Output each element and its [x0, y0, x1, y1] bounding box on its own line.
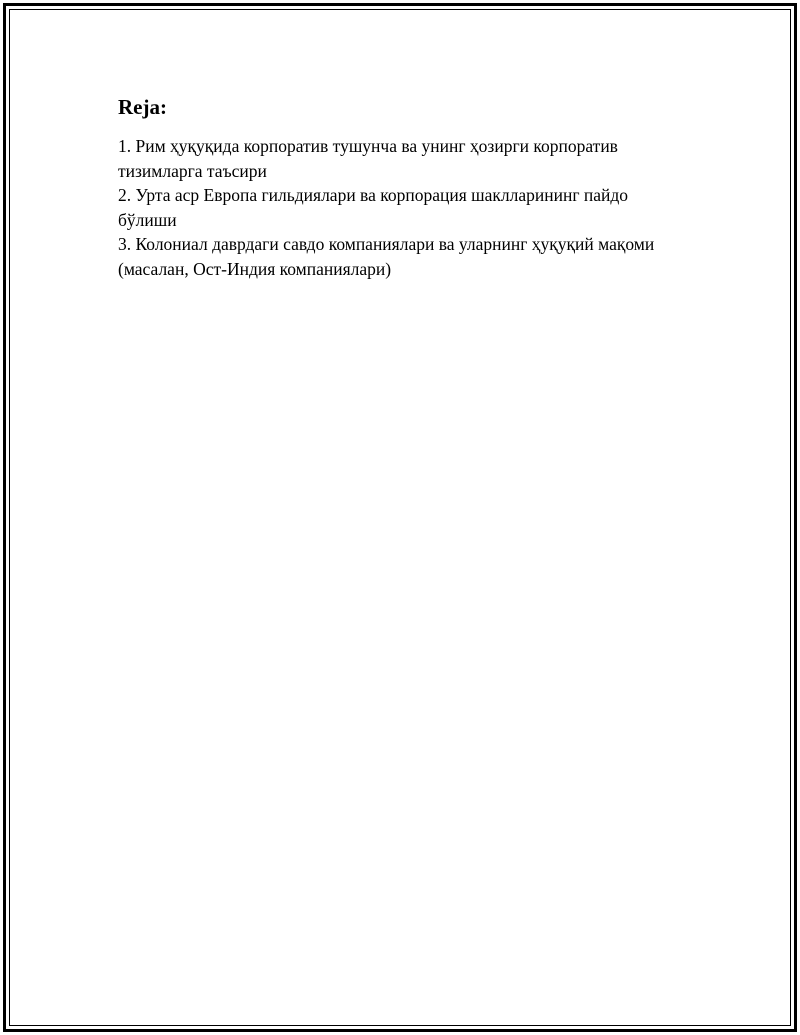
- plan-item-2: 2. Урта аср Европа гильдиялари ва корпорация шаклларининг пайдо бўлиши: [118, 185, 629, 230]
- plan-item-1: 1. Рим ҳуқуқида корпоратив тушунча ва унинг ҳозирги корпоратив тизимларга таъсири: [118, 136, 618, 181]
- plan-item-3: 3. Колониал даврдаги савдо компаниялари ва уларнинг ҳуқуқий мақоми (масалан, Ост-Индия компаниялари): [118, 234, 655, 279]
- plan-list: [118, 134, 678, 281]
- plan-heading: Reja:: [118, 95, 167, 119]
- document-content: [118, 94, 678, 281]
